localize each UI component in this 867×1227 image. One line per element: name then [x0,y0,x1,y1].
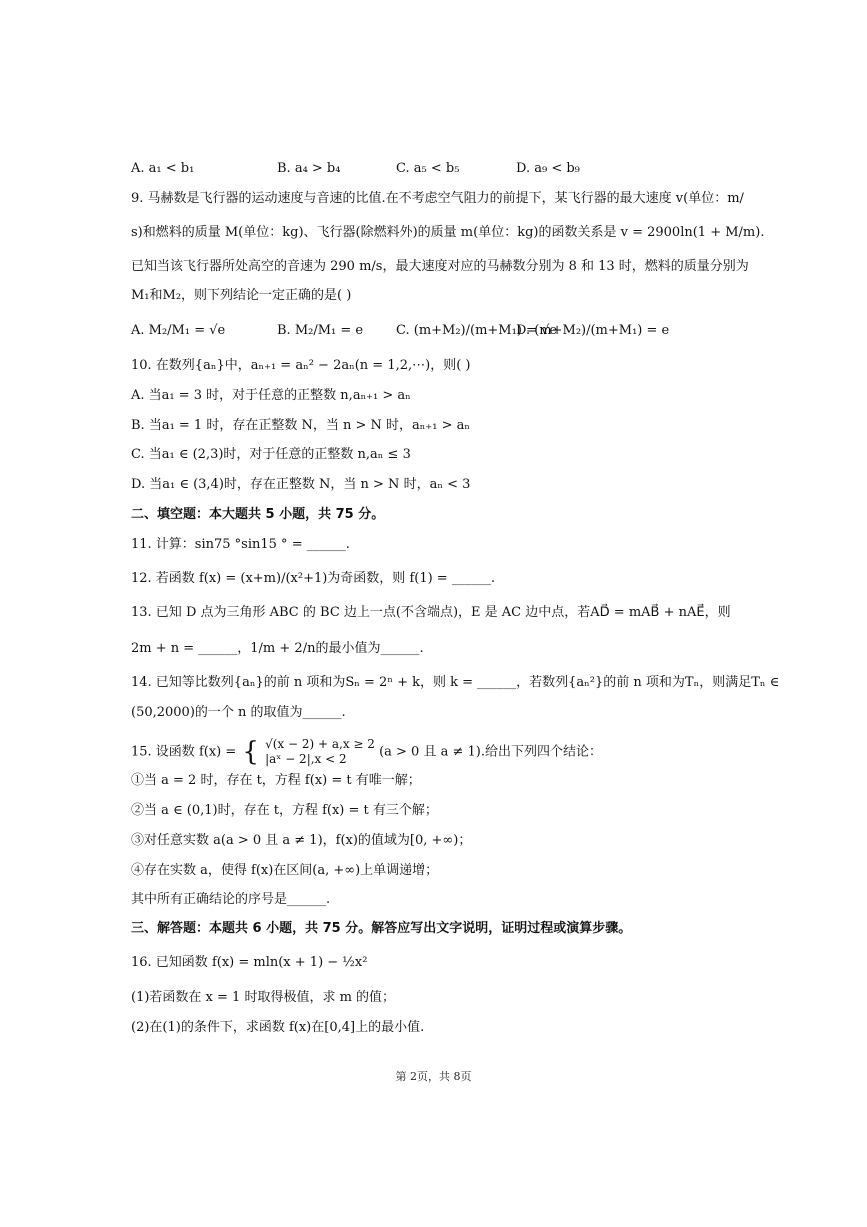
q15-case1: √(x − 2) + a,x ≥ 2 [265,737,375,751]
q8-option-a: A. a₁ < b₁ [131,161,195,176]
q15-item-1: ①当 a = 2 时，存在 t，方程 f(x) = t 有唯一解； [131,773,421,788]
q9-line4: M₁和M₂，则下列结论一定正确的是( ) [131,288,352,303]
q15-ending: 其中所有正确结论的序号是______. [131,892,331,907]
q10-stem: 10. 在数列{aₙ}中，aₙ₊₁ = aₙ² − 2aₙ(n = 1,2,⋯)，则( ) [131,358,471,373]
q9-option-a: A. M₂/M₁ = √e [131,323,226,338]
q15-item-4: ④存在实数 a，使得 f(x)在区间(a, +∞)上单调递增； [131,863,439,878]
q11: 11. 计算：sin75 °sin15 ° = ______. [131,537,350,552]
q13-line1: 13. 已知 D 点为三角形 ABC 的 BC 边上一点(不含端点)，E 是 AC 边中点，若AD⃗ = mAB⃗ + nAE⃗，则 [131,605,731,620]
q10-option-d: D. 当a₁ ∈ (3,4)时，存在正整数 N，当 n > N 时，aₙ < 3 [131,477,471,492]
q14-line2: (50,2000)的一个 n 的取值为______. [131,705,346,720]
q10-option-c: C. 当a₁ ∈ (2,3)时，对于任意的正整数 n,aₙ ≤ 3 [131,447,411,462]
section-heading-answers: 三、解答题：本题共 6 小题，共 75 分。解答应写出文字说明，证明过程或演算步骤。 [131,921,632,936]
q9-line1: 9. 马赫数是飞行器的运动速度与音速的比值.在不考虑空气阻力的前提下，某飞行器的最大速度 v(单位：m/ [131,191,744,206]
q10-option-a: A. 当a₁ = 3 时，对于任意的正整数 n,aₙ₊₁ > aₙ [131,388,411,403]
q8-option-d: D. a₉ < b₉ [516,161,580,176]
q9-option-d: D. (m+M₂)/(m+M₁) = e [516,323,670,338]
q16-part1: (1)若函数在 x = 1 时取得极值，求 m 的值； [131,990,396,1005]
q16-stem: 16. 已知函数 f(x) = mln(x + 1) − ½x² [131,955,368,970]
q9-option-c: C. (m+M₂)/(m+M₁) = √e [396,323,558,338]
q15-item-3: ③对任意实数 a(a > 0 且 a ≠ 1)，f(x)的值域为[0, +∞)； [131,833,472,848]
q15-cases [265,737,375,767]
q15-case2: |aˣ − 2|,x < 2 [265,752,347,766]
q8-option-c: C. a₅ < b₅ [396,161,460,176]
q10-option-b: B. 当a₁ = 1 时，存在正整数 N，当 n > N 时，aₙ₊₁ > aₙ [131,418,470,433]
q9-line3: 已知当该飞行器所处高空的音速为 290 m/s，最大速度对应的马赫数分别为 8 和 13 时，燃料的质量分别为 [131,259,749,274]
q15-item-2: ②当 a ∈ (0,1)时，存在 t，方程 f(x) = t 有三个解； [131,803,438,818]
q9-option-b: B. M₂/M₁ = e [277,323,364,338]
q15-suffix: (a > 0 且 a ≠ 1).给出下列四个结论： [379,744,602,760]
page-footer: 第 2页，共 8页 [395,1070,472,1083]
q8-option-b: B. a₄ > b₄ [277,161,341,176]
q12: 12. 若函数 f(x) = (x+m)/(x²+1)为奇函数，则 f(1) = ______. [131,571,495,586]
section-heading-fill-in: 二、填空题：本大题共 5 小题，共 75 分。 [131,507,385,522]
q16-part2: (2)在(1)的条件下，求函数 f(x)在[0,4]上的最小值. [131,1020,425,1035]
q15-brace: { [242,737,259,767]
q9-line2: s)和燃料的质量 M(单位：kg)、飞行器(除燃料外)的质量 m(单位：kg)的函数关系是 v = 2900ln(1 + M/m). [131,225,765,240]
q15-stem [131,737,602,767]
q15-prefix: 15. 设函数 f(x) = [131,744,237,760]
q14-line1: 14. 已知等比数列{aₙ}的前 n 项和为Sₙ = 2ⁿ + k，则 k = ______，若数列{aₙ²}的前 n 项和为Tₙ，则满足Tₙ ∈ [131,675,780,690]
q13-line2: 2m + n = ______，1/m + 2/n的最小值为______. [131,641,424,656]
